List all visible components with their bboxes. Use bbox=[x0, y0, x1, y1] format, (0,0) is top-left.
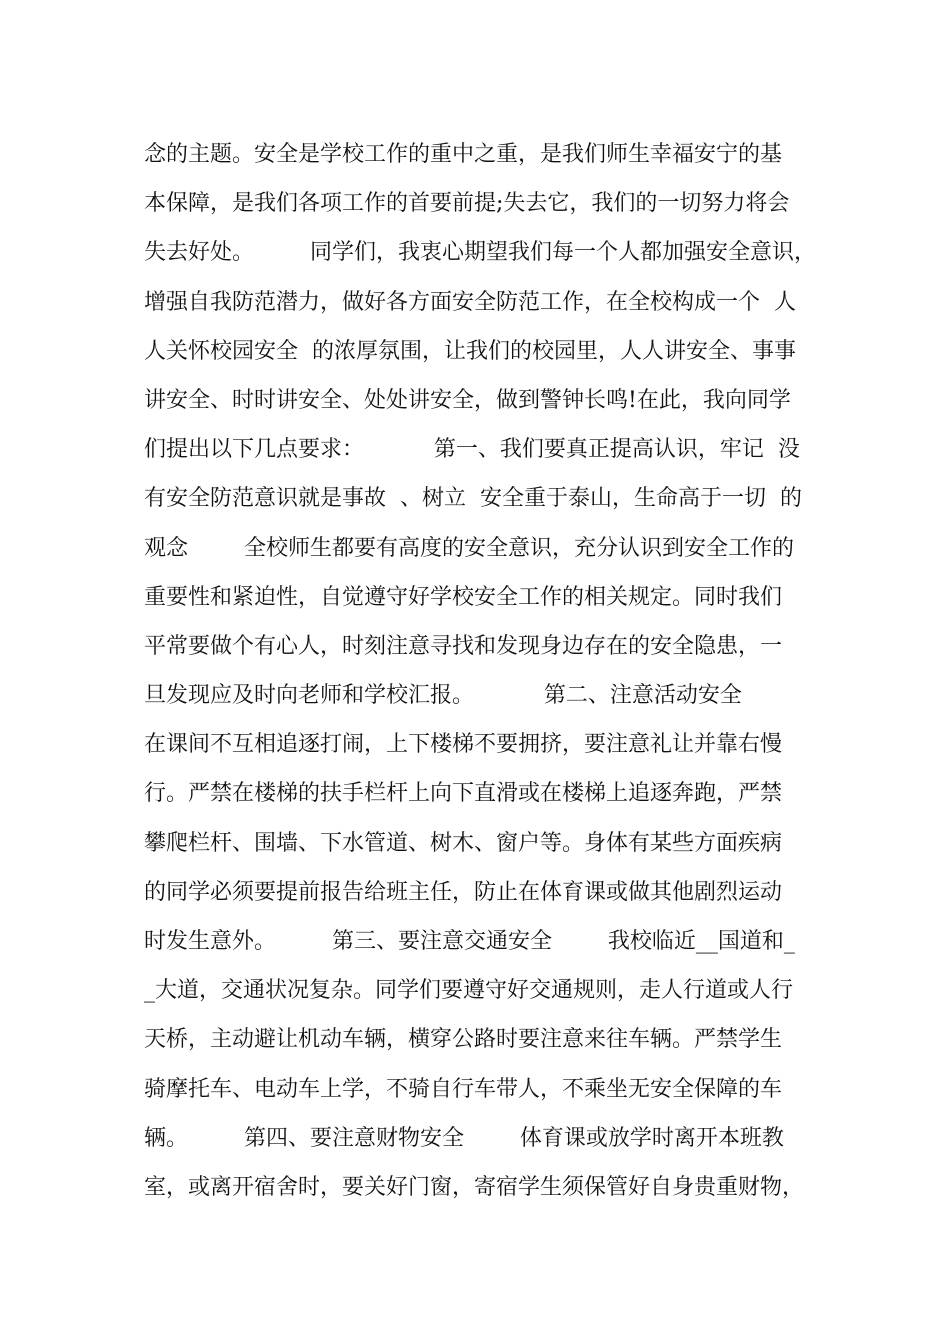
text-line: 念的主题。安全是学校工作的重中之重，是我们师生幸福安宁的基 bbox=[144, 142, 783, 167]
text-line: 本保障，是我们各项工作的首要前提;失去它，我们的一切努力将会 bbox=[144, 191, 790, 217]
text-line: 们提出以下几点要求： 第一、我们要真正提高认识，牢记 没 bbox=[144, 437, 800, 463]
text-line: 人关怀校园安全 的浓厚氛围，让我们的校园里，人人讲安全、事事 bbox=[144, 338, 796, 364]
text-line: 失去好处。 同学们，我衷心期望我们每一个人都加强安全意识， bbox=[144, 240, 816, 266]
text-line: 有安全防范意识就是事故 、树立 安全重于泰山，生命高于一切 的 bbox=[144, 486, 802, 512]
text-line: 观念 全校师生都要有高度的安全意识，充分认识到安全工作的 bbox=[144, 535, 794, 561]
text-line: _大道，交通状况复杂。同学们要遵守好交通规则，走人行道或人行 bbox=[144, 978, 794, 1004]
text-line: 重要性和紧迫性，自觉遵守好学校安全工作的相关规定。同时我们 bbox=[144, 584, 783, 610]
text-line: 时发生意外。 第三、要注意交通安全 我校临近__国道和_ bbox=[144, 929, 795, 954]
text-line: 的同学必须要提前报告给班主任，防止在体育课或做其他剧烈运动 bbox=[144, 879, 783, 905]
body-text bbox=[144, 130, 824, 1212]
text-line: 讲安全、时时讲安全、处处讲安全，做到警钟长鸣!在此，我向同学 bbox=[144, 387, 791, 413]
text-line: 旦发现应及时向老师和学校汇报。 第二、注意活动安全 bbox=[144, 683, 742, 709]
text-line: 天桥，主动避让机动车辆，横穿公路时要注意来往车辆。严禁学生 bbox=[144, 1027, 783, 1053]
text-line: 攀爬栏杆、围墙、下水管道、树木、窗户等。身体有某些方面疾病 bbox=[144, 830, 783, 856]
text-line: 骑摩托车、电动车上学，不骑自行车带人，不乘坐无安全保障的车 bbox=[144, 1076, 783, 1102]
text-line: 室，或离开宿舍时，要关好门窗，寄宿学生须保管好自身贵重财物， bbox=[144, 1174, 805, 1200]
text-line: 平常要做个有心人，时刻注意寻找和发现身边存在的安全隐患，一 bbox=[144, 633, 783, 659]
text-line: 在课间不互相追逐打闹，上下楼梯不要拥挤，要注意礼让并靠右慢 bbox=[144, 732, 783, 758]
text-line: 辆。 第四、要注意财物安全 体育课或放学时离开本班教 bbox=[144, 1125, 784, 1151]
text-line: 行。严禁在楼梯的扶手栏杆上向下直滑或在楼梯上追逐奔跑，严禁 bbox=[144, 781, 783, 807]
text-line: 增强自我防范潜力，做好各方面安全防范工作，在全校构成一个 人 bbox=[144, 289, 796, 315]
